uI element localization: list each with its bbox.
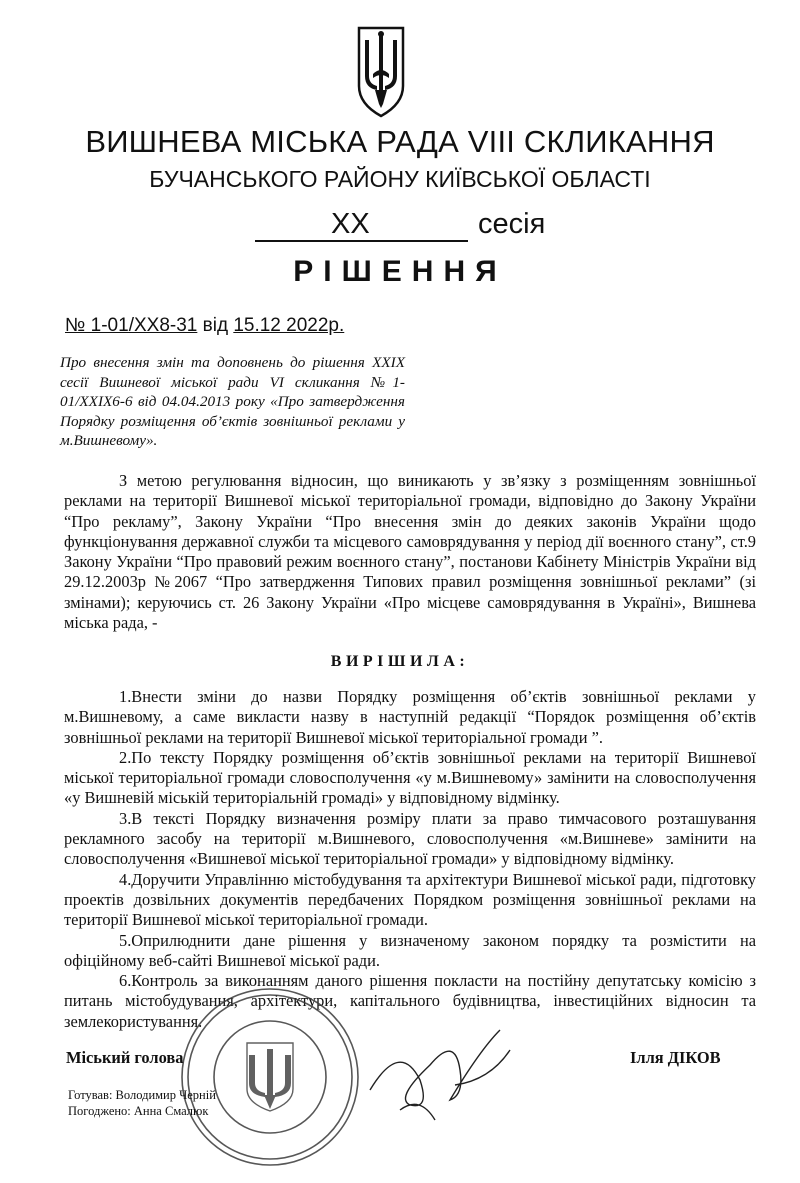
decision-items-list bbox=[64, 687, 756, 1032]
decision-subject: Про внесення змін та доповнень до рішення XXIX сесії Вишневої міської ради VI скликання №1-01/XXIХ6-6 від 04.04.2013 року «Про затвердження Порядку розміщення об’єктів зовнішньої реклами у м.Вишневому». bbox=[60, 354, 405, 449]
mayor-title: Міський голова bbox=[66, 1048, 184, 1067]
trident-emblem-icon bbox=[355, 24, 407, 120]
agreed-by: Погоджено: Анна Смалюк bbox=[68, 1104, 209, 1118]
session-number: XX bbox=[255, 208, 468, 242]
council-title: ВИШНЕВА МІСЬКА РАДА VIII СКЛИКАННЯ bbox=[85, 124, 715, 159]
resolved-heading: ВИРІШИЛА: bbox=[330, 653, 470, 670]
decision-item: 5.Оприлюднити дане рішення у визначеному законом порядку та розмістити на офіційному веб-сайті Вишневої міської ради. bbox=[64, 930, 756, 970]
council-subtitle: БУЧАНСЬКОГО РАЙОНУ КИЇВСЬКОЇ ОБЛАСТІ bbox=[149, 166, 651, 192]
mayor-name: Ілля ДІКОВ bbox=[630, 1048, 721, 1067]
decision-item: 4.Доручити Управлінню містобудування та архітектури Вишневої міської ради, підготовку проектів дозвільних документів передбачених Порядком розміщення зовнішньої реклами на території Вишневої міської територіальної громади. bbox=[64, 869, 756, 930]
document-kind-heading: РІШЕННЯ bbox=[293, 255, 507, 288]
preamble-paragraph: З метою регулювання відносин, що виникають у зв’язку з розміщенням зовнішньої реклами на території Вишневої міської територіальної громади, відповідно до Закону України “Про рекламу”, Закону України “Про внесення змін до деяких законів України щодо функціонування державної служби та місцевого самоврядування у період дії воєнного стану”, ст.9 Закону України “Про правовий режим воєнного стану”, постанови Кабінету Міністрів України від 29.12.2003р №2067 “Про затвердження Типових правил розміщення зовнішньої реклами” (зі змінами); керуючись ст. 26 Закону України «Про місцеве самоврядування в Україні», Вишнева міська рада, - bbox=[64, 471, 756, 633]
decision-number: № 1-01/ХХ8-31 bbox=[65, 315, 198, 336]
handwritten-signature bbox=[360, 1010, 560, 1130]
decision-from-word: від bbox=[202, 315, 229, 336]
session-word: сесія bbox=[478, 208, 546, 240]
session-line bbox=[255, 208, 545, 242]
prepared-by: Готував: Володимир Черній bbox=[68, 1088, 216, 1102]
decision-item: 3.В тексті Порядку визначення розміру плати за право тимчасового розташування рекламного засобу на території м.Вишневого, словосполучення «м.Вишневе» замінити на словосполучення «Вишневої міської територіальної громади» у відповідному відмінку. bbox=[64, 808, 756, 869]
decision-date: 15.12 2022р. bbox=[233, 315, 345, 336]
decision-item: 6.Контроль за виконанням даного рішення покласти на постійну депутатську комісію з питань містобудування, архітектури, капітального будівництва, інвестиційних відносин та землекористування. bbox=[64, 971, 756, 1031]
decision-item: 1.Внести зміни до назви Порядку розміщення об’єктів зовнішньої реклами у м.Вишневому, а саме викласти назву в наступній редакції “Порядок розміщення об’єктів зовнішньої реклами на території Вишневої міської територіальної громади ”. bbox=[64, 687, 756, 747]
decision-item: 2.По тексту Порядку розміщення об’єктів зовнішньої реклами на території Вишневої міської територіальної громади словосполучення «у м.Вишневому» замінити на словосполучення «у Вишневій міській територіальній громаді» у відповідному відмінку. bbox=[64, 747, 756, 808]
official-seal-icon bbox=[175, 985, 365, 1170]
decision-number-date bbox=[65, 315, 344, 337]
